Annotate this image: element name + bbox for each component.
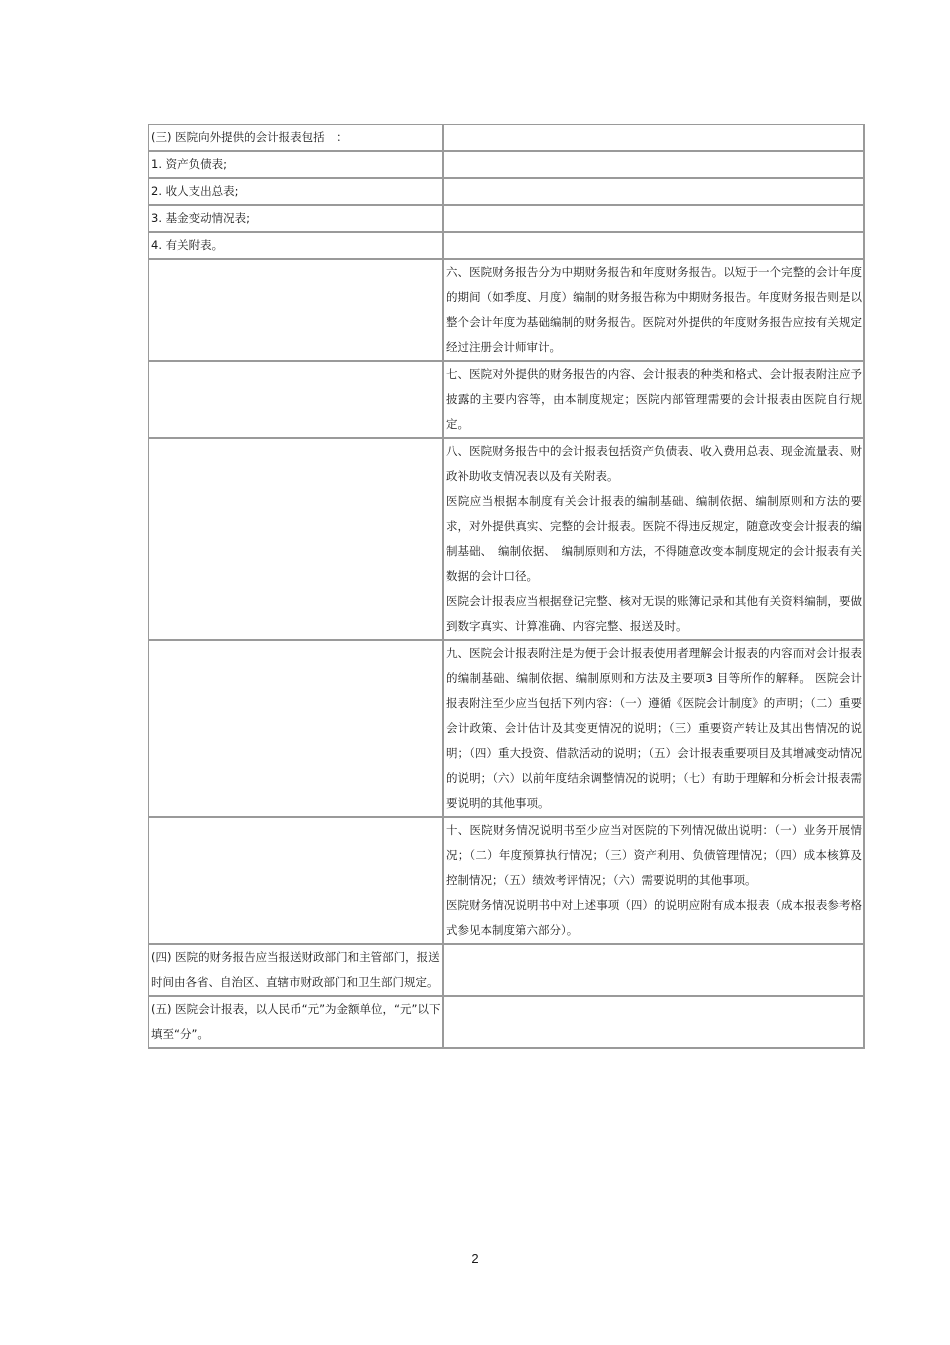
table-cell-right: [444, 152, 865, 179]
table-cell-right: [444, 439, 865, 641]
table-cell-right: [444, 362, 865, 439]
table-cell-left: [149, 641, 444, 818]
paragraph: 医院财务情况说明书中对上述事项（四）的说明应附有成本报表（成本报表参考格式参见本制度第六部分）。: [446, 898, 862, 937]
table-cell-left: 4. 有关附表。: [149, 233, 444, 260]
table-row: [149, 179, 865, 206]
table-row: [149, 439, 865, 641]
table-cell-right: [444, 818, 865, 945]
table-row: [149, 152, 865, 179]
table-row: [149, 260, 865, 362]
table-row: [149, 125, 865, 152]
table-row: [149, 818, 865, 945]
table-cell-right: [444, 179, 865, 206]
table-row: [149, 362, 865, 439]
table-cell-right: [444, 641, 865, 818]
table-cell-right: [444, 206, 865, 233]
table-cell-left: [149, 818, 444, 945]
table-cell-left: 3. 基金变动情况表;: [149, 206, 444, 233]
document-table: [148, 124, 865, 1049]
table-cell-left: (三) 医院向外提供的会计报表包括 ：: [149, 125, 444, 152]
table-cell-right: [444, 260, 865, 362]
table-cell-left: [149, 260, 444, 362]
paragraph: 九、医院会计报表附注是为便于会计报表使用者理解会计报表的内容而对会计报表的编制基础、编制依据、编制原则和方法及主要项3 目等所作的解释。 医院会计报表附注至少应当包括下列内容：（一）遵循《医院会计制度》的声明；（二）重要会计政策、会计估计及其变更情况的说明；（三）重要资产转让及其出售情况的说明；（四）重大投资、借款活动的说明；（五）会计报表重要项目及其增减变动情况的说明；（六）以前年度结余调整情况的说明；（七）有助于理解和分析会计报表需要说明的其他事项。: [446, 646, 862, 810]
table-cell-left: 2. 收人支出总表;: [149, 179, 444, 206]
table-cell-right: [444, 945, 865, 997]
table-row: [149, 641, 865, 818]
table-cell-right: [444, 997, 865, 1049]
table-row: [149, 945, 865, 997]
table-row: [149, 206, 865, 233]
table-row: [149, 233, 865, 260]
table-cell-right: [444, 233, 865, 260]
table-cell-left: [149, 362, 444, 439]
table-cell-right: [444, 125, 865, 152]
table-cell-left: 1. 资产负债表;: [149, 152, 444, 179]
paragraph: 六、医院财务报告分为中期财务报告和年度财务报告。以短于一个完整的会计年度的期间（如季度、月度）编制的财务报告称为中期财务报告。年度财务报告则是以整个会计年度为基础编制的财务报告。医院对外提供的年度财务报告应按有关规定经过注册会计师审计。: [446, 265, 862, 354]
table-cell-left: [149, 439, 444, 641]
paragraph: 十、医院财务情况说明书至少应当对医院的下列情况做出说明：（一）业务开展情况；（二）年度预算执行情况；（三）资产利用、负债管理情况；（四）成本核算及控制情况；（五）绩效考评情况；（六）需要说明的其他事项。: [446, 823, 862, 887]
table-cell-left: (四) 医院的财务报告应当报送财政部门和主管部门，报送时间由各省、自治区、直辖市财政部门和卫生部门规定。: [149, 945, 444, 997]
page-number: 2: [471, 1251, 479, 1266]
paragraph: 七、医院对外提供的财务报告的内容、会计报表的种类和格式、会计报表附注应予披露的主要内容等，由本制度规定；医院内部管理需要的会计报表由医院自行规定。: [446, 367, 862, 431]
paragraph: 医院应当根据本制度有关会计报表的编制基础、编制依据、编制原则和方法的要求，对外提供真实、完整的会计报表。医院不得违反规定，随意改变会计报表的编制基础、 编制依据、 编制原则和方法，不得随意改变本制度规定的会计报表有关数据的会计口径。: [446, 494, 862, 583]
table-cell-left: (五) 医院会计报表，以人民币“元”为金额单位，“元”以下填至“分”。: [149, 997, 444, 1049]
paragraph: 医院会计报表应当根据登记完整、核对无误的账簿记录和其他有关资料编制，要做到数字真实、计算准确、内容完整、报送及时。: [446, 594, 862, 633]
table-row: [149, 997, 865, 1049]
paragraph: 八、医院财务报告中的会计报表包括资产负债表、收入费用总表、现金流量表、财政补助收支情况表以及有关附表。: [446, 444, 862, 483]
